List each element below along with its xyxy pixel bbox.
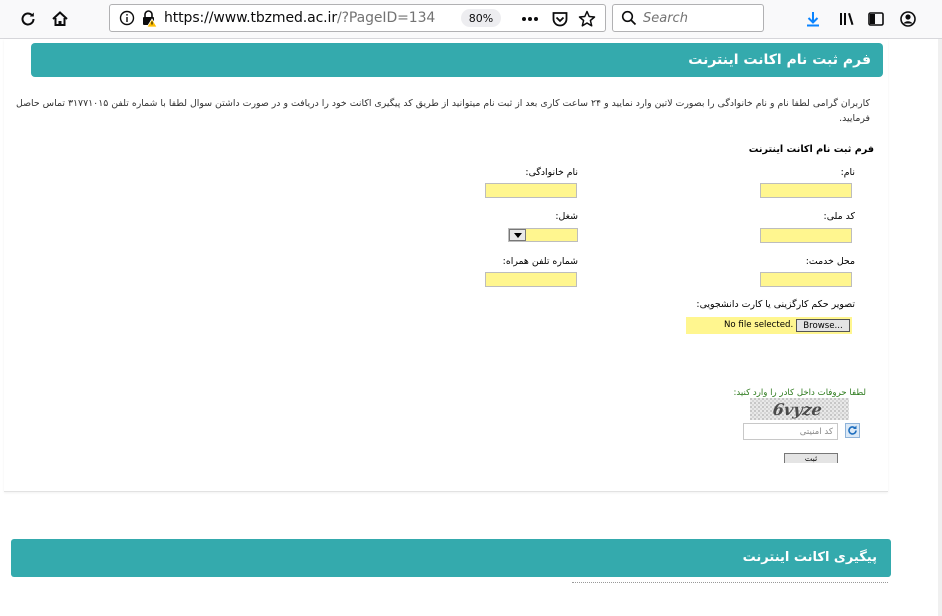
- search-bar[interactable]: [612, 4, 764, 32]
- job-select[interactable]: [508, 228, 578, 242]
- bookmark-star-icon[interactable]: [576, 8, 598, 30]
- national-code-field[interactable]: [760, 228, 852, 243]
- download-icon[interactable]: [802, 8, 824, 30]
- refresh-captcha-icon[interactable]: [845, 423, 860, 438]
- page-scrollbar[interactable]: [938, 39, 942, 616]
- url-path: /?PageID=134: [336, 10, 436, 26]
- captcha-image: [750, 398, 849, 420]
- search-icon: [621, 10, 637, 30]
- page-title: فرم ثبت نام اکانت اینترنت: [31, 43, 883, 77]
- ellipsis-icon[interactable]: [519, 8, 541, 30]
- service-place-label: محل خدمت:: [805, 256, 855, 267]
- account-icon[interactable]: [897, 8, 919, 30]
- captcha-input[interactable]: [743, 423, 838, 440]
- home-icon[interactable]: [49, 8, 71, 30]
- captcha-label: لطفا حروفات داخل کادر را وارد کنید:: [733, 388, 866, 398]
- search-input[interactable]: [643, 9, 753, 27]
- browse-button[interactable]: Browse...: [796, 319, 850, 332]
- browser-toolbar: [0, 0, 942, 39]
- service-place-field[interactable]: [760, 272, 852, 287]
- first-name-label: نام:: [840, 167, 855, 178]
- sidebar-icon[interactable]: [865, 8, 887, 30]
- insecure-lock-icon[interactable]: [140, 9, 158, 31]
- last-name-field[interactable]: [485, 183, 577, 198]
- zoom-level-button[interactable]: 80%: [461, 9, 501, 27]
- intro-text: کاربران گرامی لطفا نام و نام خانوادگی را بصورت لاتین وارد نمایید و ۲۴ ساعت کاری بعد از ثبت نام میتوانید از طریق کد پیگیری اکانت خود را دریافت و در صورت داشتن سوال لطفا با شماره تلفن ۳۱۷۷۱۰۱۵ تماس حاصل فرمایید.: [15, 98, 870, 124]
- first-name-field[interactable]: [760, 183, 852, 198]
- pocket-icon[interactable]: [549, 8, 571, 30]
- file-status-text: No file selected.: [724, 320, 794, 330]
- info-icon[interactable]: [119, 10, 135, 30]
- url-host: https://www.tbzmed.ac.ir: [164, 10, 337, 26]
- mobile-label: شماره تلفن همراه:: [502, 256, 578, 267]
- image-upload-field[interactable]: [686, 317, 852, 334]
- tracking-section-title: پیگیری اکانت اینترنت: [11, 539, 891, 577]
- last-name-label: نام خانوادگی:: [525, 167, 578, 178]
- captcha-code: 6vyze: [771, 400, 824, 419]
- submit-button[interactable]: ثبت: [784, 453, 838, 463]
- job-label: شغل:: [555, 211, 578, 222]
- national-code-label: کد ملی:: [823, 211, 855, 222]
- form-title: فرم ثبت نام اکانت اینترنت: [748, 144, 874, 155]
- mobile-field[interactable]: [485, 272, 577, 287]
- library-icon[interactable]: [836, 8, 858, 30]
- url-text[interactable]: [164, 10, 435, 26]
- chevron-down-icon[interactable]: [509, 229, 526, 241]
- divider: [572, 582, 888, 583]
- reload-icon[interactable]: [17, 8, 39, 30]
- image-upload-label: تصویر حکم کارگزینی یا کارت دانشجویی:: [696, 299, 855, 310]
